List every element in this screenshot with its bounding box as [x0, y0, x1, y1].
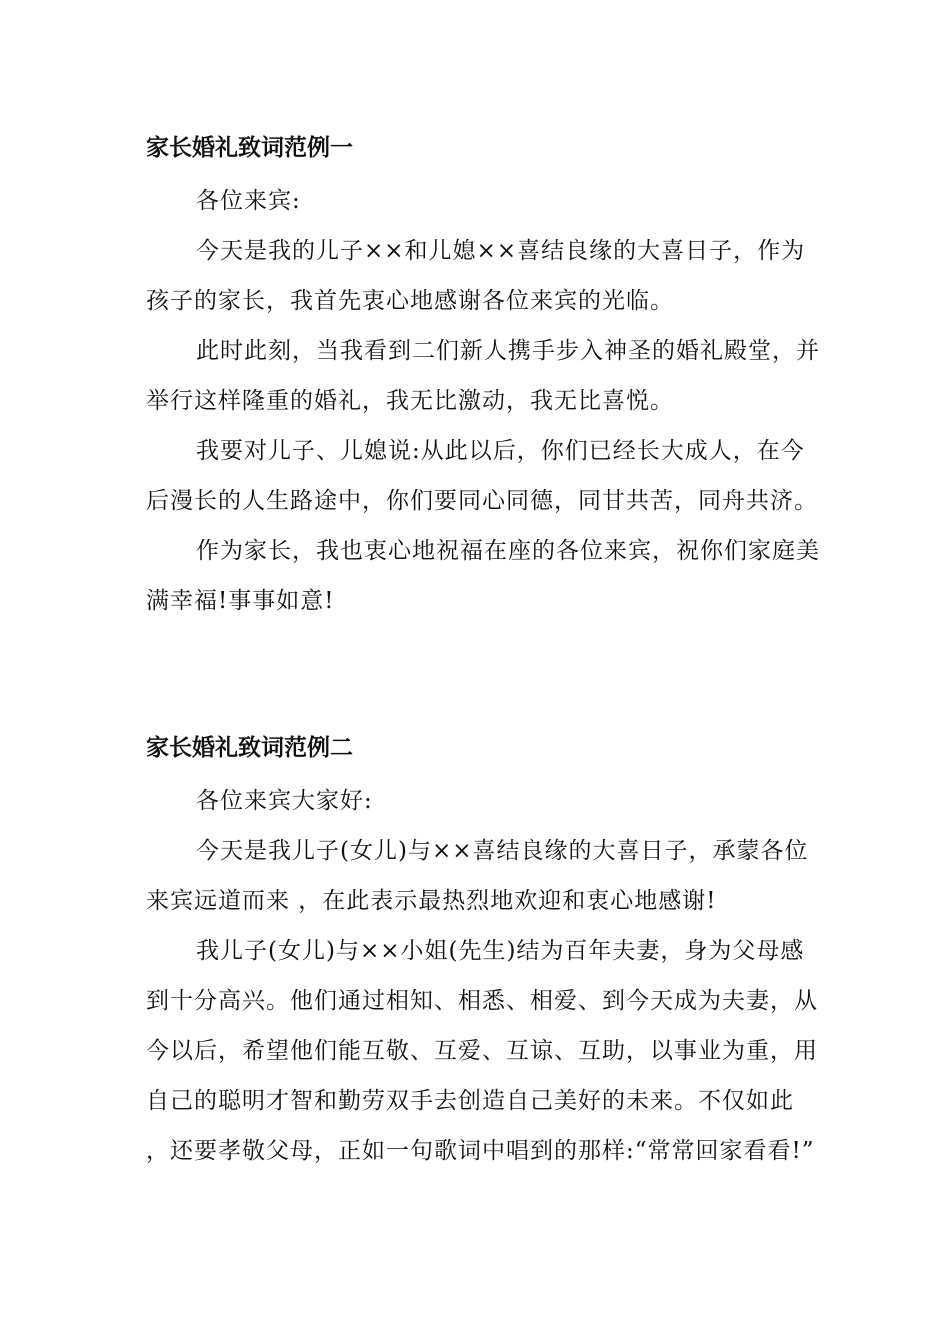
paragraph: 作为家长，我也衷心地祝福在座的各位来宾，祝你们家庭美满幸福!事事如意!: [146, 538, 820, 614]
salutation: 各位来宾:: [196, 188, 301, 214]
paragraph: 我儿子(女儿)与××小姐(先生)结为百年夫妻，身为父母感到十分高兴。他们通过相知、相悉、相爱、到今天成为夫妻，从今以后，希望他们能互敬、互爱、互谅、互助，以事业为重，用自己的聪明才智和勤劳双手去创造自己美好的未来。不仅如此 ，还要孝敬父母，正如一句歌词中唱到的那样:“常常回家看看!”: [146, 938, 818, 1164]
section-heading: 家长婚礼致词范例一: [146, 135, 353, 161]
paragraph: 今天是我的儿子××和儿媳××喜结良缘的大喜日子，作为孩子的家长，我首先衷心地感谢各位来宾的光临。: [146, 238, 806, 314]
paragraph: 此时此刻，当我看到二们新人携手步入神圣的婚礼殿堂，并举行这样隆重的婚礼，我无比激动，我无比喜悦。: [146, 338, 820, 414]
speech-example-one: [146, 128, 826, 626]
paragraph: 今天是我儿子(女儿)与××喜结良缘的大喜日子，承蒙各位来宾远道而来 ，在此表示最热烈地欢迎和衷心地感谢!: [146, 838, 809, 914]
paragraph: 我要对儿子、儿媳说:从此以后，你们已经长大成人，在今后漫长的人生路途中，你们要同心同德，同甘共苦，同舟共济。: [146, 438, 818, 514]
salutation: 各位来宾大家好:: [196, 788, 373, 814]
section-heading: 家长婚礼致词范例二: [146, 735, 353, 761]
speech-example-two: [146, 728, 826, 1176]
